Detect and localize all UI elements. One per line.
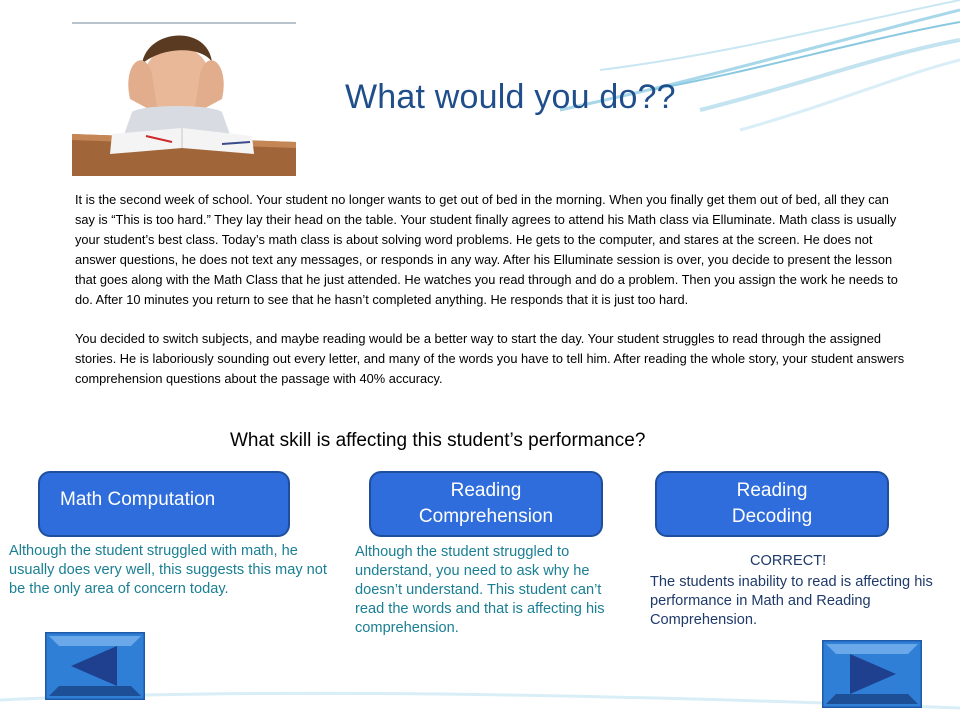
question-text: What skill is affecting this student’s performance?: [230, 430, 646, 451]
math-feedback: Although the student struggled with math, he usually does very well, this suggests this may not be the only area of concern today.: [9, 543, 327, 597]
reading-decoding-label-line1: Reading: [736, 480, 808, 501]
reading-comprehension-label-line1: Reading: [450, 480, 522, 501]
right-triangle-icon: [822, 640, 922, 708]
reading-decoding-button[interactable]: [655, 471, 889, 537]
scenario-text: [75, 190, 910, 408]
reading-comprehension-label-line2: Comprehension: [418, 506, 554, 527]
reading-decoding-label-line2: Decoding: [731, 506, 813, 527]
comprehension-feedback: Although the student struggled to understand, you need to ask why he doesn’t understand. This student can’t read the words and that is affecting his comprehension.: [355, 544, 605, 636]
scenario-paragraph-1: It is the second week of school. Your student no longer wants to get out of bed in the morning. When you finally get them out of bed, all they can say is “This is too hard.” They lay their head on the table. Your student finally agrees to attend his Math class via Elluminate. Math class is usually your student’s best class. Today’s math class is about solving word problems. He gets to the computer, and stares at the screen. He does not answer questions, he does not text any messages, or responds in any way. After his Elluminate session is over, you decide to present the lesson that goes along with the Math Class that he just attended. He watches you read through and do a problem. Then you assign the work he needs to do. After 10 minutes you return to see that he hasn’t completed anything. He responds that it is just too hard.: [75, 192, 898, 307]
back-button[interactable]: [45, 632, 145, 700]
stressed-student-photo: [72, 22, 296, 176]
decoding-feedback: The students inability to read is affecting his performance in Math and Reading Comprehension.: [650, 574, 933, 628]
reading-comprehension-button[interactable]: [369, 471, 603, 537]
decoding-feedback-title: CORRECT!: [750, 553, 827, 569]
left-triangle-icon: [45, 632, 145, 700]
next-button[interactable]: [822, 640, 922, 708]
math-computation-label: Math Computation: [60, 489, 216, 510]
scenario-paragraph-2: You decided to switch subjects, and maybe reading would be a better way to start the day. Your student struggles to read through the assigned stories. He is laboriously sounding out every letter, and many of the words you have to tell him. After reading the whole story, your student answers comprehension questions about the passage with 40% accuracy.: [75, 331, 905, 386]
math-computation-button[interactable]: [38, 471, 290, 537]
slide-title: What would you do??: [345, 78, 676, 116]
